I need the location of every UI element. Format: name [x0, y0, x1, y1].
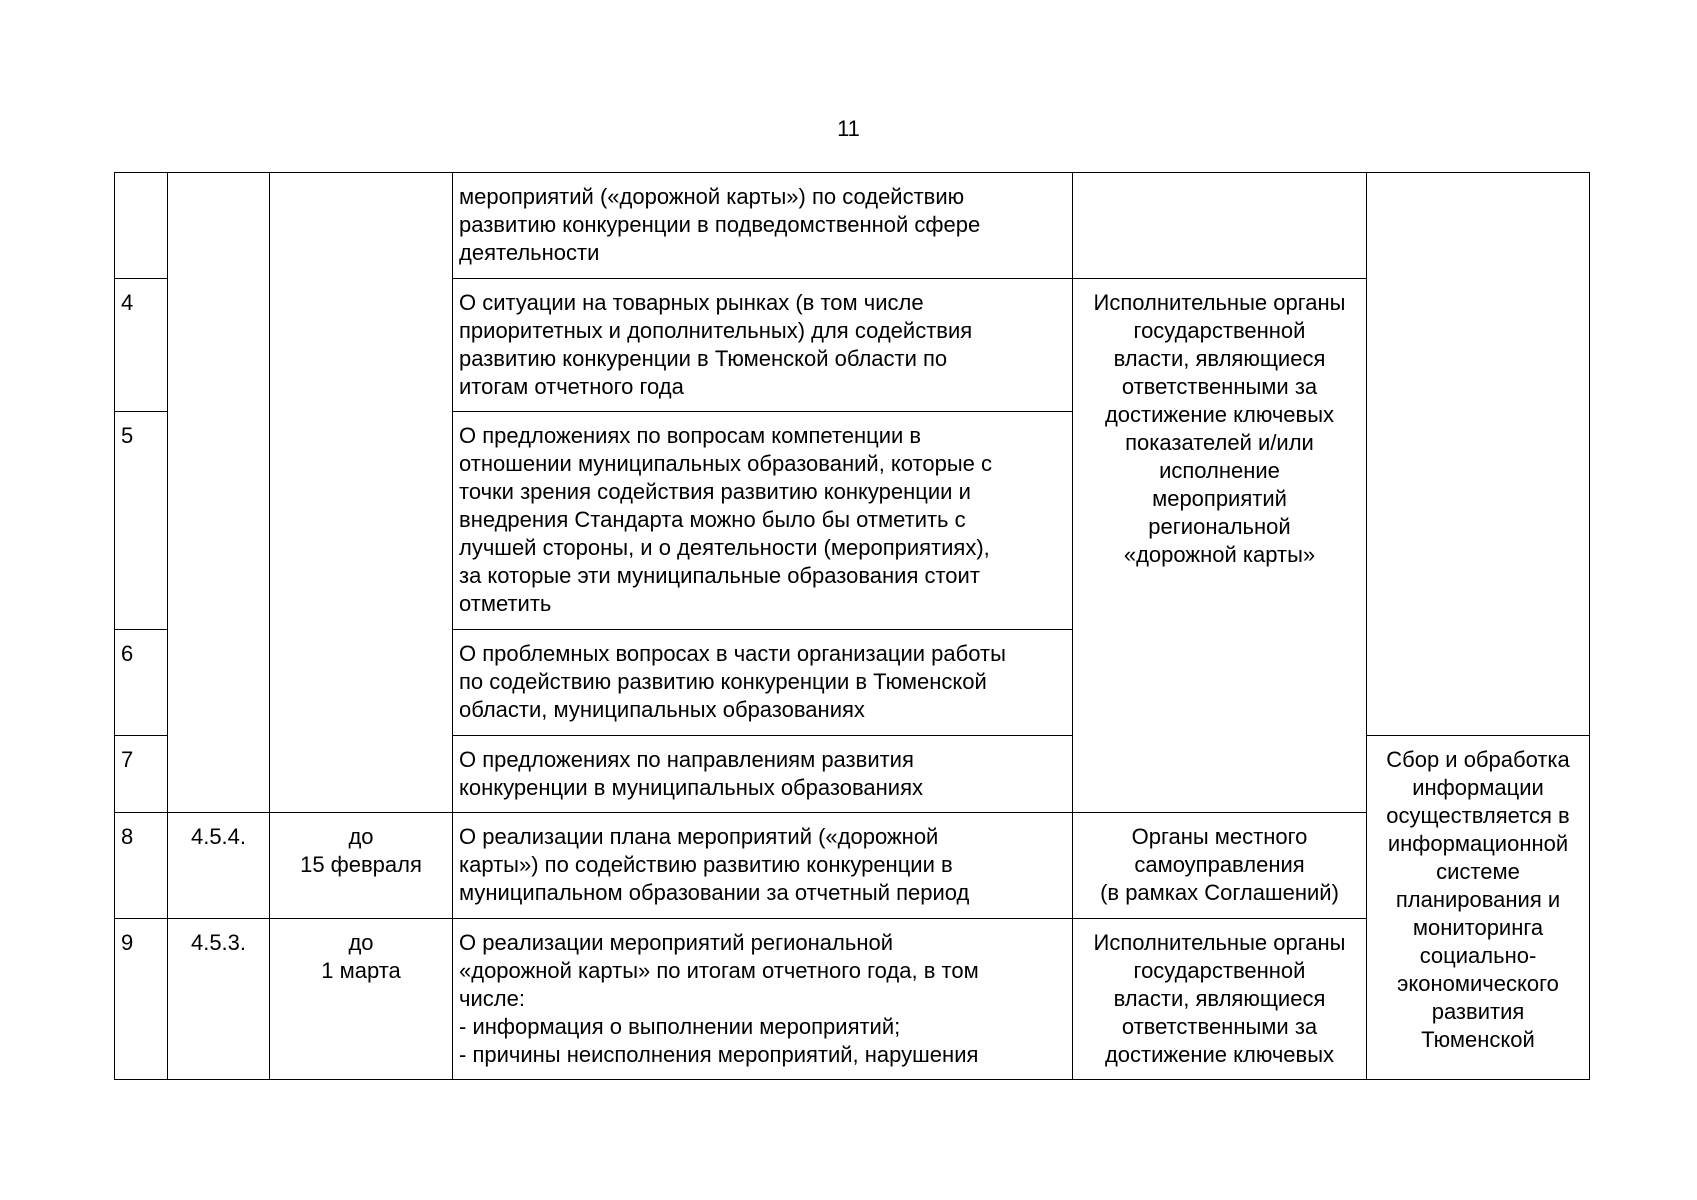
content-cell: О проблемных вопросах в части организации работы по содействию развитию конкуренции в Тюменской области, муниципальных образованиях	[453, 630, 1073, 736]
row-number: 8	[115, 813, 168, 919]
note-cell	[1367, 173, 1590, 736]
note-cell: Сбор и обработка информации осуществляется в информационной системе планирования и мониторинга социально- экономического развития Тюменской	[1367, 736, 1590, 1080]
content-cell: О реализации плана мероприятий («дорожной карты») по содействию развитию конкуренции в муниципальном образовании за отчетный период	[453, 813, 1073, 919]
row-number: 9	[115, 919, 168, 1080]
date-cell: до 15 февраля	[270, 813, 453, 919]
row-number: 4	[115, 279, 168, 412]
table-row	[115, 173, 1590, 279]
date-cell	[270, 173, 453, 813]
responsible-cell: Органы местного самоуправления (в рамках Соглашений)	[1073, 813, 1367, 919]
content-cell: О ситуации на товарных рынках (в том числе приоритетных и дополнительных) для содействия развитию конкуренции в Тюменской области по итогам отчетного года	[453, 279, 1073, 412]
row-number: 7	[115, 736, 168, 813]
content-cell: О предложениях по направлениям развития конкуренции в муниципальных образованиях	[453, 736, 1073, 813]
responsible-cell: Исполнительные органы государственной власти, являющиеся ответственными за достижение ключевых показателей и/или исполнение мероприятий региональной «дорожной карты»	[1073, 279, 1367, 813]
item-cell	[168, 173, 270, 813]
item-cell: 4.5.3.	[168, 919, 270, 1080]
row-number: 5	[115, 412, 168, 630]
content-cell: О предложениях по вопросам компетенции в отношении муниципальных образований, которые с точки зрения содействия развитию конкуренции и внедрения Стандарта можно было бы отметить с лучшей стороны, и о деятельности (мероприятиях), за которые эти муниципальные образования стоит отметить	[453, 412, 1073, 630]
content-cell: мероприятий («дорожной карты») по содействию развитию конкуренции в подведомственной сфере деятельности	[453, 173, 1073, 279]
item-cell: 4.5.4.	[168, 813, 270, 919]
report-table	[114, 172, 1590, 1080]
responsible-cell: Исполнительные органы государственной власти, являющиеся ответственными за достижение ключевых	[1073, 919, 1367, 1080]
date-cell: до 1 марта	[270, 919, 453, 1080]
content-cell: О реализации мероприятий региональной «дорожной карты» по итогам отчетного года, в том числе: - информация о выполнении мероприятий; - причины неисполнения мероприятий, нарушения	[453, 919, 1073, 1080]
responsible-cell	[1073, 173, 1367, 279]
row-number	[115, 173, 168, 279]
row-number: 6	[115, 630, 168, 736]
page-number: 11	[837, 116, 860, 141]
